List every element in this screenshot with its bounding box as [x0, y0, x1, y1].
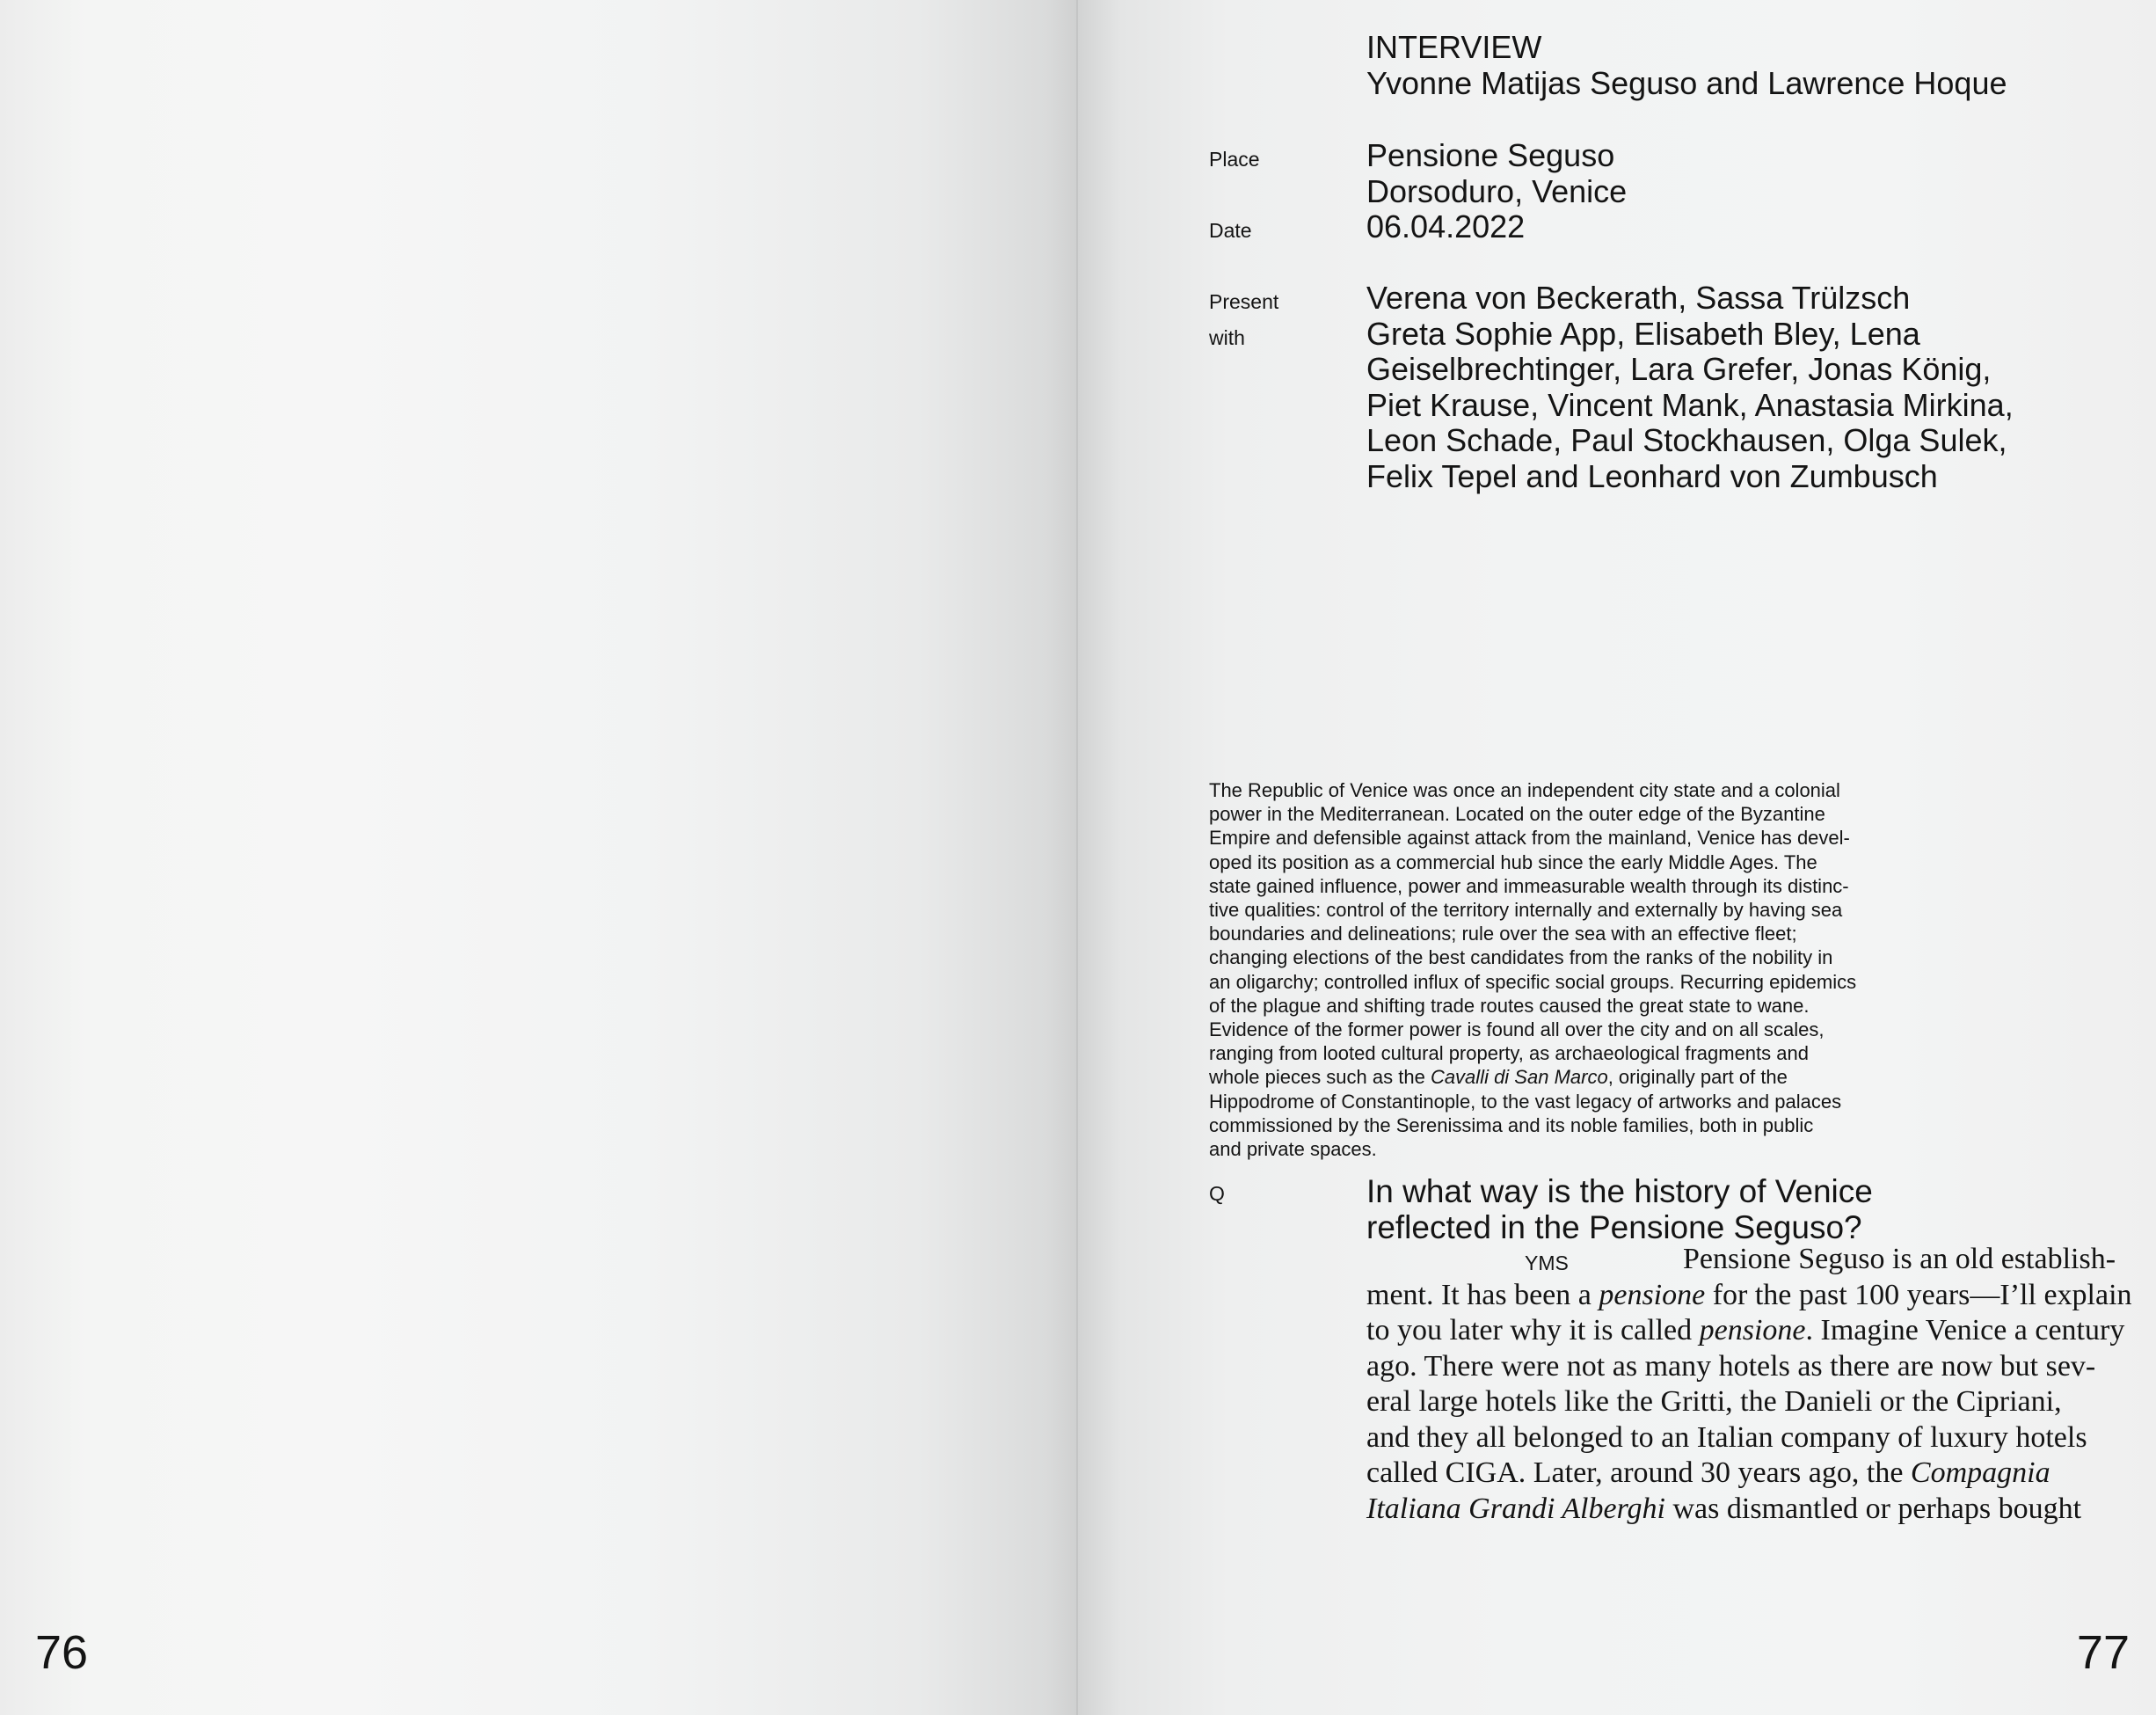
text-line: state gained influence, power and immeasurable wealth through its distinc-: [1209, 874, 1849, 897]
text-line: ment. It has been a pensione for the past 100 years—I’ll explain: [1366, 1278, 2132, 1311]
participants-line: Verena von Beckerath, Sassa Trülzsch: [1366, 280, 1911, 316]
answer-text: [1366, 1242, 2132, 1527]
intro-paragraph: [1209, 778, 1965, 1161]
participants-line: Piet Krause, Vincent Mank, Anastasia Mirkina,: [1366, 386, 2014, 423]
participants-line: Leon Schade, Paul Stockhausen, Olga Sulek,: [1366, 422, 2007, 458]
question-line: In what way is the history of Venice: [1366, 1173, 1873, 1209]
participants-line: Greta Sophie App, Elisabeth Bley, Lena: [1366, 315, 1920, 352]
place-line: Pensione Seguso: [1366, 137, 1615, 173]
section-title: INTERVIEW: [1366, 29, 1542, 65]
text-line: of the plague and shifting trade routes caused the great state to wane.: [1209, 994, 1810, 1017]
text-line: Hippodrome of Constantinople, to the vast legacy of artworks and palaces: [1209, 1090, 1842, 1113]
interviewee-names: Yvonne Matijas Seguso and Lawrence Hoque: [1366, 65, 2007, 101]
place-line: Dorsoduro, Venice: [1366, 172, 1628, 209]
date-value: 06.04.2022: [1366, 208, 1526, 244]
text-line: and private spaces.: [1209, 1138, 1377, 1161]
text-line: Italiana Grandi Alberghi was dismantled or perhaps bought: [1366, 1492, 2082, 1525]
text-line: ago. There were not as many hotels as there are now but sev-: [1366, 1349, 2096, 1383]
text-line: an oligarchy; controlled influx of specific social groups. Recurring epidemics: [1209, 970, 1857, 993]
text-line: oped its position as a commercial hub since the early Middle Ages. The: [1209, 850, 1817, 873]
text-line: to you later why it is called pensione. Imagine Venice a century: [1366, 1314, 2125, 1346]
text-line: Empire and defensible against attack from the mainland, Venice has devel-: [1209, 827, 1850, 850]
text-line: power in the Mediterranean. Located on the outer edge of the Byzantine: [1209, 803, 1825, 826]
with-label: with: [1209, 326, 1245, 349]
text-line: changing elections of the best candidates from the ranks of the nobility in: [1209, 946, 1833, 969]
text-line: commissioned by the Serenissima and its noble families, both in public: [1209, 1113, 1814, 1136]
participants-line: Felix Tepel and Leonhard von Zumbusch: [1366, 457, 1938, 494]
place-label: Place: [1209, 148, 1260, 171]
question-text: [1366, 1174, 1873, 1245]
text-line: boundaries and delineations; rule over the sea with an effective fleet;: [1209, 923, 1797, 945]
text-line: ranging from looted cultural property, as archaeological fragments and: [1209, 1042, 1809, 1065]
participants-line: Geiselbrechtinger, Lara Grefer, Jonas König,: [1366, 351, 1992, 387]
page-number-right: 77: [2076, 1626, 2130, 1679]
present-label: Present: [1209, 290, 1279, 313]
text-line: called CIGA. Later, around 30 years ago, the Compagnia: [1366, 1456, 2050, 1489]
text-line: Pensione Seguso is an old establish-: [1683, 1243, 2116, 1275]
place-value: [1366, 138, 1627, 209]
text-line: Evidence of the former power is found all over the city and on all scales,: [1209, 1018, 1825, 1041]
text-line: and they all belonged to an Italian company of luxury hotels: [1366, 1420, 2087, 1454]
speaker-label: YMS: [1525, 1252, 1569, 1274]
participants-list: [1366, 281, 2014, 494]
question-label: Q: [1209, 1182, 1225, 1205]
text-line: The Republic of Venice was once an independent city state and a colonial: [1209, 779, 1840, 801]
question-line: reflected in the Pensione Seguso?: [1366, 1208, 1862, 1245]
text-line: whole pieces such as the Cavalli di San Marco, originally part of the: [1209, 1066, 1788, 1089]
text-line: eral large hotels like the Gritti, the Danieli or the Cipriani,: [1366, 1385, 2062, 1418]
date-label: Date: [1209, 219, 1252, 242]
text-line: tive qualities: control of the territory internally and externally by having sea: [1209, 899, 1843, 922]
page-number-left: 76: [35, 1626, 89, 1679]
